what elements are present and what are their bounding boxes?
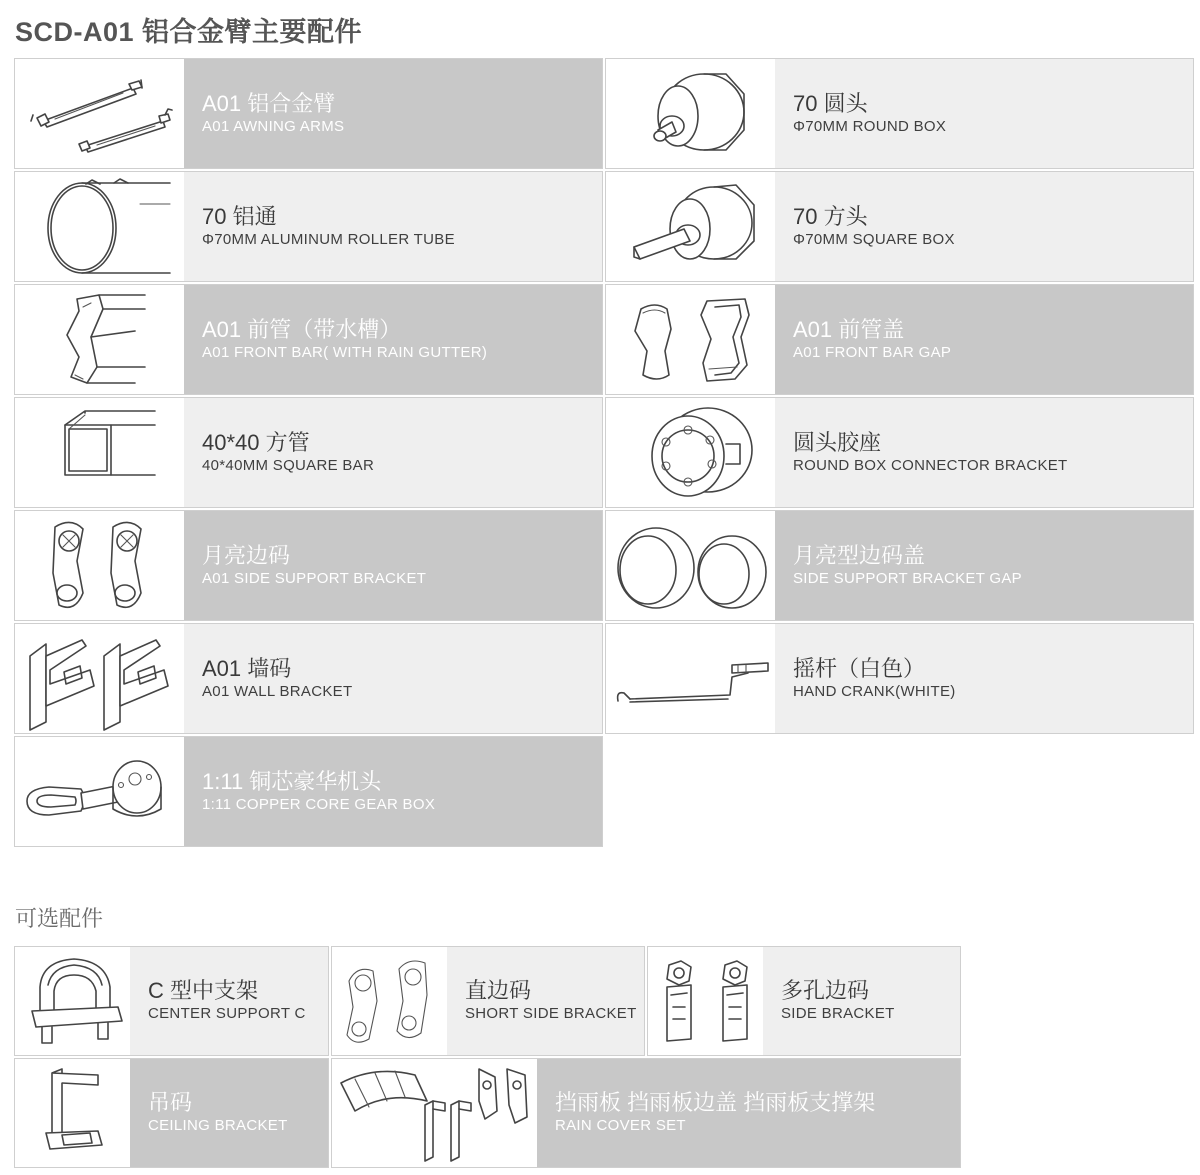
part-card-connector-bracket[interactable]	[605, 397, 1194, 508]
part-name-en: SIDE SUPPORT BRACKET GAP	[793, 569, 1022, 587]
front-bar-icon	[15, 285, 184, 394]
part-name-en: CEILING BRACKET	[148, 1117, 288, 1134]
ceiling-bracket-icon	[15, 1059, 130, 1167]
part-name-en: 1:11 COPPER CORE GEAR BOX	[202, 795, 436, 813]
part-name-cn: 圆头胶座	[793, 429, 882, 455]
part-card-hand-crank[interactable]	[605, 623, 1194, 734]
part-name-en: Φ70MM ALUMINUM ROLLER TUBE	[202, 230, 455, 248]
part-card-square-box[interactable]	[605, 171, 1194, 282]
part-card-ceiling-bracket[interactable]	[14, 1058, 329, 1168]
part-name-en: A01 FRONT BAR( WITH RAIN GUTTER)	[202, 343, 488, 361]
part-name-en: SHORT SIDE BRACKET	[465, 1005, 637, 1022]
bracket-cap-icon	[606, 511, 775, 620]
part-name-en: RAIN COVER SET	[555, 1117, 686, 1134]
round-box-icon	[606, 59, 775, 168]
part-card-rain-cover[interactable]	[331, 1058, 961, 1168]
part-name-en: A01 SIDE SUPPORT BRACKET	[202, 569, 427, 587]
part-name-en: A01 WALL BRACKET	[202, 682, 353, 700]
part-card-center-support[interactable]	[14, 946, 329, 1056]
part-name-en: ROUND BOX CONNECTOR BRACKET	[793, 456, 1068, 474]
part-name-cn: A01 前管盖	[793, 316, 905, 342]
side-bracket-icon	[648, 947, 763, 1055]
part-name-en: CENTER SUPPORT C	[148, 1005, 306, 1022]
side-support-bracket-icon	[15, 511, 184, 620]
part-name-cn: 挡雨板 挡雨板边盖 挡雨板支撑架	[555, 1090, 876, 1115]
part-name-cn: 直边码	[465, 978, 532, 1003]
hand-crank-icon	[606, 624, 775, 733]
part-name-cn: 40*40 方管	[202, 429, 310, 455]
short-side-bracket-icon	[332, 947, 447, 1055]
part-card-square-bar[interactable]	[14, 397, 603, 508]
part-name-cn: A01 墙码	[202, 655, 292, 681]
part-card-awning-arms[interactable]	[14, 58, 603, 169]
part-name-cn: 70 圆头	[793, 90, 868, 116]
part-name-cn: 月亮边码	[202, 542, 291, 568]
roller-tube-icon	[15, 172, 184, 281]
part-card-front-bar[interactable]	[14, 284, 603, 395]
part-card-wall-bracket[interactable]	[14, 623, 603, 734]
part-name-cn: 吊码	[148, 1090, 193, 1115]
connector-bracket-icon	[606, 398, 775, 507]
gear-box-icon	[15, 737, 184, 846]
part-name-en: Φ70MM SQUARE BOX	[793, 230, 955, 248]
part-card-round-box[interactable]	[605, 58, 1194, 169]
part-name-en: A01 AWNING ARMS	[202, 117, 345, 135]
part-card-roller-tube[interactable]	[14, 171, 603, 282]
part-name-cn: 摇杆（白色）	[793, 655, 926, 681]
part-card-side-bracket[interactable]	[647, 946, 961, 1056]
part-name-cn: A01 前管（带水槽）	[202, 316, 402, 342]
rain-cover-icon	[332, 1059, 537, 1167]
part-name-cn: 月亮型边码盖	[793, 542, 926, 568]
part-card-front-bar-cap[interactable]	[605, 284, 1194, 395]
part-card-short-side-bracket[interactable]	[331, 946, 645, 1056]
part-name-en: SIDE BRACKET	[781, 1005, 895, 1022]
square-bar-icon	[15, 398, 184, 507]
part-name-en: 40*40MM SQUARE BAR	[202, 456, 375, 474]
part-name-cn: 70 铝通	[202, 203, 277, 229]
part-name-cn: A01 铝合金臂	[202, 90, 336, 116]
part-name-en: HAND CRANK(WHITE)	[793, 682, 956, 700]
part-card-gear-box[interactable]	[14, 736, 603, 847]
wall-bracket-icon	[15, 624, 184, 733]
part-name-cn: 多孔边码	[781, 978, 870, 1003]
page-title: SCD-A01 铝合金臂主要配件	[15, 17, 363, 47]
section-title-optional: 可选配件	[15, 906, 104, 931]
part-card-bracket-cap[interactable]	[605, 510, 1194, 621]
part-name-cn: C 型中支架	[148, 978, 259, 1003]
front-bar-cap-icon	[606, 285, 775, 394]
square-box-icon	[606, 172, 775, 281]
part-name-cn: 1:11 铜芯豪华机头	[202, 768, 382, 794]
part-name-cn: 70 方头	[793, 203, 868, 229]
part-card-side-support-bracket[interactable]	[14, 510, 603, 621]
awning-arms-icon	[15, 59, 184, 168]
part-name-en: Φ70MM ROUND BOX	[793, 117, 947, 135]
part-name-en: A01 FRONT BAR GAP	[793, 343, 952, 361]
center-support-icon	[15, 947, 130, 1055]
